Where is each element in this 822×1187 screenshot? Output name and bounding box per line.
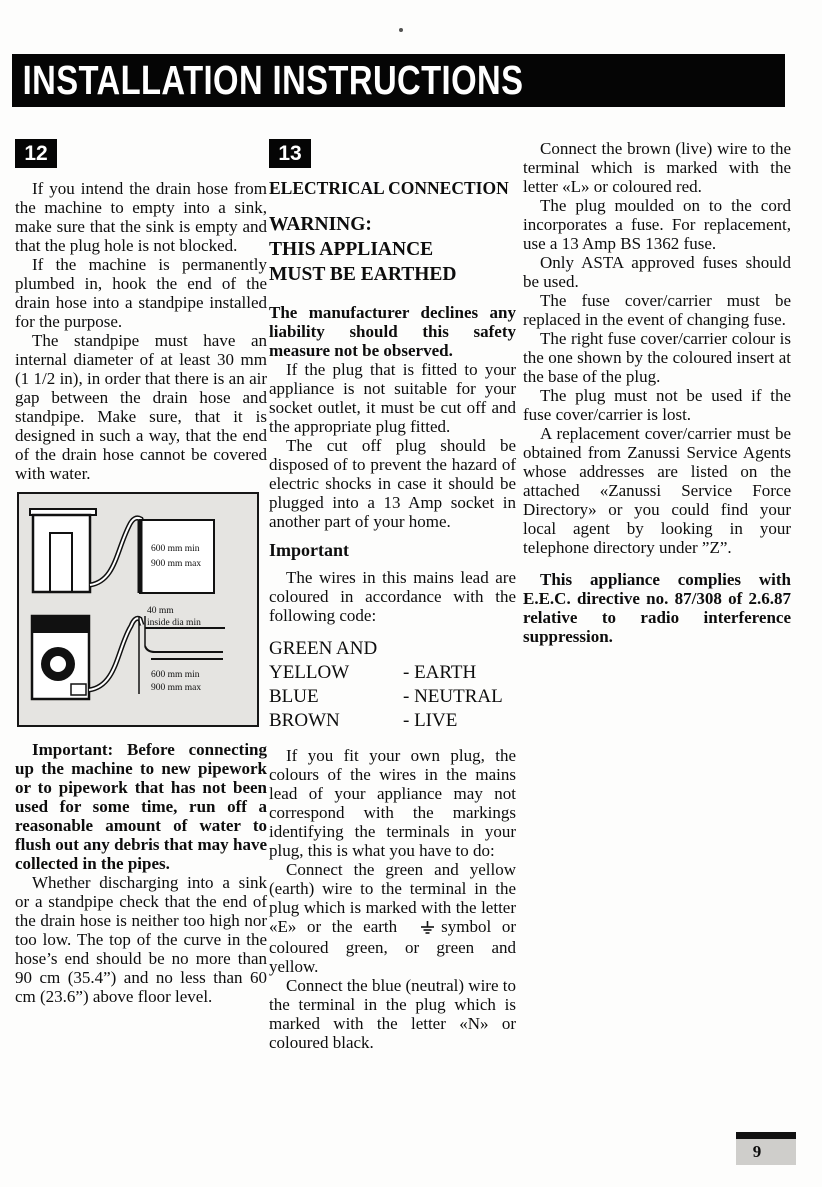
page-number-top-bar (736, 1132, 796, 1139)
wire-label: BROWN (269, 710, 340, 731)
column-1 (15, 139, 267, 1006)
scan-artifact-dot (399, 28, 403, 32)
paragraph-connect-earth-wire (269, 860, 516, 976)
section-12-badge: 12 (15, 139, 57, 168)
page-number: 9 (752, 1142, 762, 1161)
svg-text:40 mm: 40 mm (147, 606, 174, 616)
wire-value (403, 638, 516, 659)
paragraph-fit-own-plug: If you fit your own plug, the colours of the wires in the mains lead of your appliance may not correspond with the markings identifying the terminals in your plug, this is what you have to do: (269, 746, 516, 860)
wire-value: - EARTH (403, 662, 477, 683)
paragraph-manufacturer-liability: The manufacturer declines any liability should this safety measure not be observed. (269, 303, 516, 360)
earth-wire-text-after: symbol or coloured green, or green and yellow. (269, 917, 516, 976)
wire-value: - NEUTRAL (403, 686, 503, 707)
svg-text:600 mm min: 600 mm min (151, 670, 200, 680)
page-header-bar (13, 55, 784, 106)
paragraph-asta-fuses: Only ASTA approved fuses should be used. (523, 253, 791, 291)
wire-label: BLUE (269, 686, 319, 707)
wire-label: YELLOW (269, 662, 350, 683)
paragraph-wires-coloured: The wires in this mains lead are coloured in accordance with the following code: (269, 568, 516, 625)
section-13-badge: 13 (269, 139, 311, 168)
svg-text:600 mm min: 600 mm min (151, 544, 200, 554)
svg-text:inside dia min: inside dia min (147, 618, 201, 628)
column-2 (269, 139, 516, 1052)
warning-line-2: THIS APPLIANCE (269, 239, 434, 260)
paragraph-replacement-cover: A replacement cover/carrier must be obtained from Zanussi Service Agents whose addresses are listed on the attached «Zanussi Service Force Directory» or you could find your local agent by looking in your telephone directory under ”Z”. (523, 424, 791, 557)
earth-ground-icon (403, 919, 435, 938)
paragraph-fuse-cover-colour: The right fuse cover/carrier colour is the one shown by the coloured insert at the base of the plug. (523, 329, 791, 386)
wire-row-blue-neutral (269, 686, 516, 707)
warning-line-1: WARNING: (269, 214, 372, 235)
page-number-badge (736, 1132, 796, 1165)
paragraph-drain-into-sink: If you intend the drain hose from the machine to empty into a sink, make sure that the sink is empty and that the plug hole is not blocked. (15, 179, 267, 255)
paragraph-connect-neutral-wire: Connect the blue (neutral) wire to the terminal in the plug which is marked with the letter «N» or coloured black. (269, 976, 516, 1052)
paragraph-cut-off-plug: The cut off plug should be disposed of to prevent the hazard of electric shocks in case it should be plugged into a 13 Amp socket in another part of your home. (269, 436, 516, 531)
column-3 (523, 139, 791, 646)
wire-colour-code-table (269, 638, 516, 731)
drain-hose-installation-diagram (17, 492, 259, 727)
paragraph-moulded-plug-fuse: The plug moulded on to the cord incorporates a fuse. For replacement, use a 13 Amp BS 1362 fuse. (523, 196, 791, 253)
paragraph-plug-not-used: The plug must not be used if the fuse cover/carrier is lost. (523, 386, 791, 424)
wire-row-green-and (269, 638, 516, 659)
wire-row-brown-live (269, 710, 516, 731)
paragraph-plug-not-suitable: If the plug that is fitted to your appliance is not suitable for your socket outlet, it must be cut off and the appropriate plug fitted. (269, 360, 516, 436)
drain-hose-diagram-icon (19, 494, 253, 721)
paragraph-standpipe-diameter: The standpipe must have an internal diameter of at least 30 mm (1 1/2 in), in order that there is an air gap between the drain hose and standpipe. Make sure, that it is designed in such a way, that the end of the drain hose cannot be covered with water. (15, 331, 267, 483)
warning-line-3: MUST BE EARTHED (269, 264, 457, 285)
page-title: INSTALLATION INSTRUCTIONS (22, 57, 524, 103)
earth-wire-text-before: Connect the green and yellow (earth) wire to the terminal in the plug which is marked with the letter «E» or the earth (269, 860, 516, 936)
svg-text:900 mm max: 900 mm max (151, 683, 202, 693)
paragraph-eec-directive: This appliance complies with E.E.C. directive no. 87/308 of 2.6.87 relative to radio interference suppression. (523, 570, 791, 646)
paragraph-important-flush-pipes: Important: Before connecting up the machine to new pipework or to pipework that has not been used for some time, run off a reasonable amount of water to flush out any debris that may have collected in the pipes. (15, 740, 267, 873)
wire-row-yellow-earth (269, 662, 516, 683)
important-heading: Important (269, 540, 349, 560)
paragraph-connect-live-wire: Connect the brown (live) wire to the terminal which is marked with the letter «L» or coloured red. (523, 139, 791, 196)
warning-earthed-heading (269, 212, 516, 287)
svg-text:900 mm max: 900 mm max (151, 559, 202, 569)
paragraph-fuse-cover-replaced: The fuse cover/carrier must be replaced in the event of changing fuse. (523, 291, 791, 329)
paragraph-hose-height: Whether discharging into a sink or a standpipe check that the end of the drain hose is neither too high nor too low. The top of the curve in the hose’s end should be no more than 90 cm (35.4”) and no less than 60 cm (23.6”) above floor level. (15, 873, 267, 1006)
wire-label: GREEN AND (269, 638, 378, 659)
wire-value: - LIVE (403, 710, 458, 731)
paragraph-permanently-plumbed: If the machine is permanently plumbed in, hook the end of the drain hose into a standpipe installed for the purpose. (15, 255, 267, 331)
electrical-connection-heading: ELECTRICAL CONNECTION (269, 178, 509, 198)
